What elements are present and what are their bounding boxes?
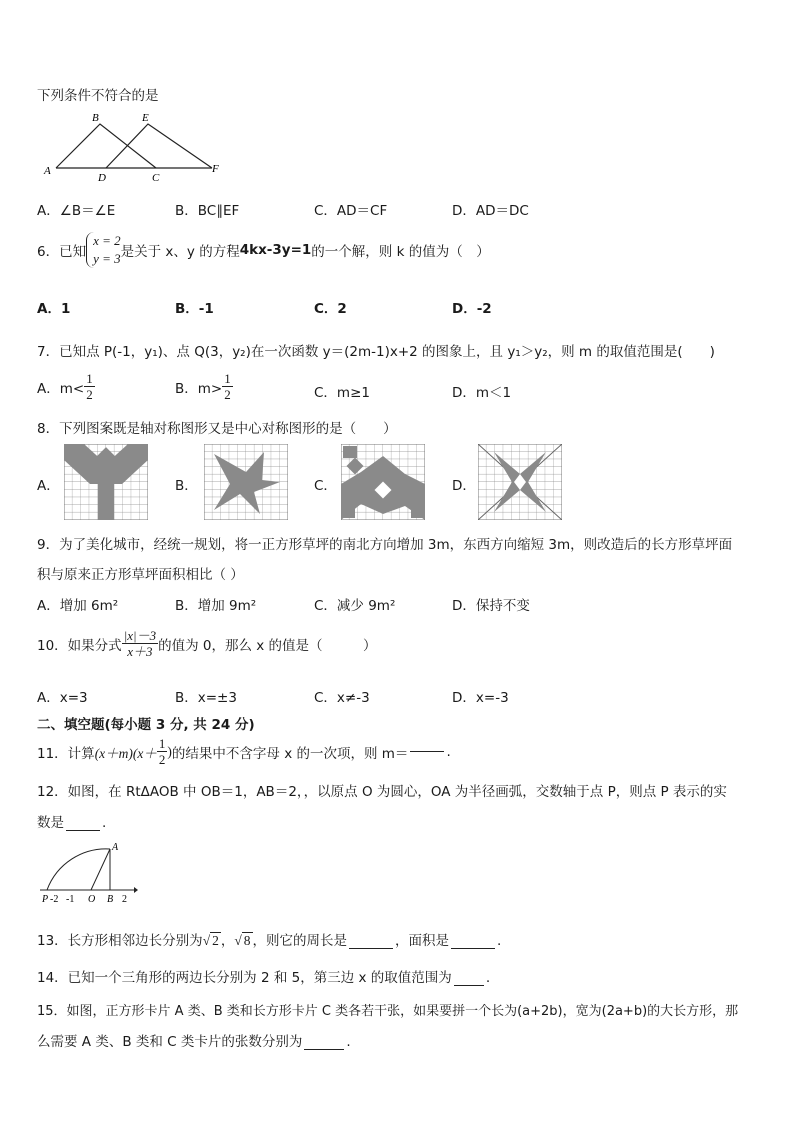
q6-option-d: D．-2: [452, 301, 492, 317]
q6-sys-line2: y = 3: [93, 251, 121, 266]
q15-answer-blank[interactable]: [304, 1035, 344, 1050]
q10-option-b: B．x=±3: [175, 690, 237, 706]
frac-numerator: |x|－3: [123, 628, 157, 643]
label-c: C: [152, 172, 160, 184]
q6-system: [86, 232, 121, 268]
q9-option-a: A．增加 6m²: [37, 598, 119, 614]
q11-stem: [37, 736, 451, 767]
q8-label-c: C．: [314, 478, 337, 494]
q8-label-b: B．: [175, 478, 198, 494]
q14-text: 14．已知一个三角形的两边长分别为 2 和 5，第三边 x 的取值范围为: [37, 970, 452, 986]
label-o: O: [88, 894, 96, 905]
q13-stem: [37, 929, 501, 949]
q11-fraction: [157, 736, 168, 767]
q12-end: .: [102, 815, 107, 831]
q5-option-a: A．∠B＝∠E: [37, 203, 116, 219]
q10-option-c: C．x≠-3: [314, 690, 370, 706]
q7-option-a-prefix: A．m<: [37, 380, 85, 397]
q14-stem: [37, 966, 490, 986]
q7-option-b-prefix: B．m>: [175, 380, 223, 397]
q13-end: .: [497, 933, 502, 949]
q6-sys-line1: x = 2: [93, 233, 121, 248]
q6-rest-b: 的一个解，则 k 的值为（ ）: [311, 244, 490, 260]
q15-stem-line2: [37, 1030, 351, 1050]
q14-end: .: [485, 970, 491, 986]
q5-option-c: C．AD＝CF: [314, 203, 388, 219]
q6-option-a: A．1: [37, 301, 71, 317]
q10-option-d: D．x=-3: [452, 690, 509, 706]
q10-stem: [37, 628, 377, 659]
segment-oa: [91, 849, 110, 890]
q5-option-d: D．AD＝DC: [452, 203, 529, 219]
q7-option-d: D．m＜1: [452, 385, 512, 401]
q10-suffix: 的值为 0，那么 x 的值是（ ）: [158, 637, 377, 654]
q6-number: 6．已知: [37, 244, 87, 260]
q11-suffix: 的结果中不含字母 x 的一次项，则 m＝: [171, 745, 409, 762]
q8-pattern-b: [204, 444, 288, 520]
q6-equation: 4kx-3y=1: [239, 242, 312, 258]
q12-figure: [38, 838, 138, 906]
q10-option-a: A．x=3: [37, 690, 88, 706]
q10-fraction: [122, 628, 158, 659]
q13-mid: ，则它的周长是: [252, 933, 348, 949]
q13-area-blank[interactable]: [451, 934, 495, 949]
triangle-def: [106, 124, 212, 168]
q8-pattern-c: [341, 444, 425, 520]
q8-pattern-d: [478, 444, 562, 520]
q6-stem: [37, 232, 490, 268]
label-b: B: [107, 894, 114, 905]
label-b: B: [92, 112, 99, 124]
q8-stem: 8．下列图案既是轴对称图形又是中心对称图形的是（ ）: [37, 421, 397, 437]
q8-pattern-a: [64, 444, 148, 520]
q14-answer-blank[interactable]: [454, 971, 484, 986]
tick-2: 2: [122, 894, 127, 905]
q9-option-d: D．保持不变: [452, 598, 530, 614]
sqrt-2: √ 2: [202, 933, 219, 948]
q12-stem-line1: 12．如图，在 RtΔAOB 中 OB＝1，AB＝2，，以原点 O 为圆心，OA 为半径画弧，交数轴于点 P，则点 P 表示的实: [37, 784, 727, 800]
q11-answer-blank[interactable]: [410, 751, 444, 752]
q7-option-a-fraction: [84, 371, 95, 402]
q11-end: .: [446, 743, 451, 760]
q7-option-b: [175, 371, 233, 402]
frac-denominator: x＋3: [127, 644, 153, 659]
q9-option-b: B．增加 9m²: [175, 598, 257, 614]
q15-stem-line1: 15．如图，正方形卡片 A 类、B 类和长方形卡片 C 类各若干张，如果要拼一个长为(a+2b)，宽为(2a+b)的大长方形，那: [37, 1004, 739, 1019]
frac-denominator: 2: [86, 387, 93, 402]
q13-mid2: ，面积是: [395, 933, 450, 949]
label-e: E: [142, 112, 149, 124]
frac-numerator: 1: [224, 371, 231, 386]
q9-option-c: C．减少 9m²: [314, 598, 396, 614]
q9-stem-line1: 9．为了美化城市，经统一规划，将一正方形草坪的南北方向增加 3m，东西方向缩短 3m，则改造后的长方形草坪面: [37, 537, 733, 553]
tick-minus-2: -2: [50, 894, 59, 905]
q6-rest-a: 是关于 x、y 的方程: [120, 244, 240, 260]
q11-prefix: 11．计算: [37, 745, 95, 762]
q13-perimeter-blank[interactable]: [349, 934, 393, 949]
sqrt-8: √ 8: [234, 933, 251, 948]
q5-option-b: B．BC∥EF: [175, 203, 240, 219]
q13-sep: ，: [220, 933, 235, 949]
q7-option-a: [37, 371, 95, 402]
q5-figure: [40, 108, 230, 184]
q15-end: .: [346, 1034, 351, 1050]
q8-label-d: D．: [452, 478, 476, 494]
q9-stem-line2: 积与原来正方形草坪面积相比（ ）: [37, 567, 244, 583]
q8-label-a: A．: [37, 478, 60, 494]
q10-prefix: 10．如果分式: [37, 637, 122, 654]
q13-prefix: 13．长方形相邻边长分别为: [37, 933, 203, 949]
q6-option-b: B．-1: [175, 301, 214, 317]
q7-stem: 7．已知点 P(-1，y₁)、点 Q(3，y₂)在一次函数 y＝(2m-1)x+2 的图象上，且 y₁＞y₂，则 m 的取值范围是( ): [37, 344, 715, 360]
q11-expr-b: ): [167, 743, 172, 759]
q7-option-b-fraction: [222, 371, 233, 402]
section-2-title: 二、填空题(每小题 3 分, 共 24 分): [37, 717, 255, 733]
q12-stem-line2: [37, 811, 106, 831]
label-d: D: [98, 172, 106, 184]
q5-stem: 下列条件不符合的是: [37, 88, 159, 104]
q11-expr-a: (x＋m)(x＋: [94, 745, 157, 761]
q12-line2-text: 数是: [37, 815, 64, 831]
tick-minus-1: -1: [66, 894, 75, 905]
q12-answer-blank[interactable]: [66, 816, 100, 831]
frac-denominator: 2: [224, 387, 231, 402]
label-a: A: [112, 842, 119, 853]
frac-denominator: 2: [158, 752, 166, 767]
frac-numerator: 1: [86, 371, 93, 386]
label-f: F: [212, 163, 219, 175]
q15-line2-text: 么需要 A 类、B 类和 C 类卡片的张数分别为: [37, 1034, 303, 1050]
q7-option-c: C．m≥1: [314, 385, 370, 401]
q6-option-c: C．2: [314, 301, 347, 317]
frac-numerator: 1: [158, 736, 166, 751]
label-a: A: [44, 165, 51, 177]
label-p: P: [42, 894, 49, 905]
arrow-icon: [134, 887, 138, 893]
